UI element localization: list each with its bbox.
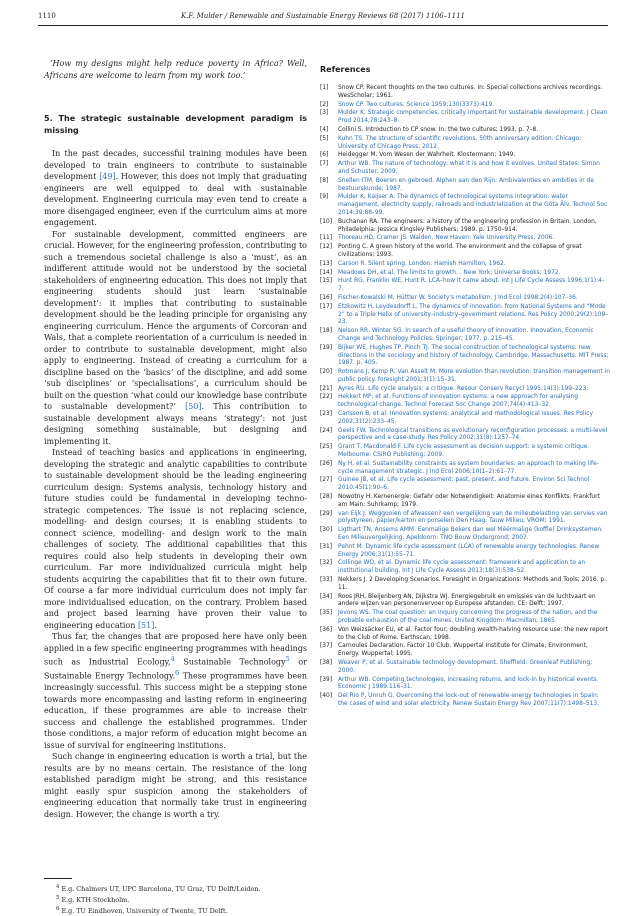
reference-item [320, 594, 610, 610]
text-span: These programmes have been increasingly successful. This success might be a stepping stone towards more encompassing and lasting reform in engineering education, if these programmes are able to increase their success and challenge the established programmes. Under those conditions, a major reform of education might become an issue of survival for engineering institutions. [44, 671, 307, 750]
reference-item[interactable] [320, 369, 610, 385]
journal-citation: K.F. Mulder / Renewable and Sustainable Energy Reviews 68 (2017) 1106–1111 [180, 12, 466, 20]
reference-text[interactable]: Snow CP. Two cultures. Science 1959;130(3373):419. [338, 101, 495, 108]
reference-text: Snow CP. Recent thoughts on the two cultures. In: Special collections archives recordings. WesScholar; 1961. [338, 85, 603, 99]
reference-text[interactable]: Etzkowitz H, Leydesdorff L. The dynamics of innovation: from National Systems and “Mode 2” to a Triple Helix of university–industry–government relations. Res Policy 2000;29(2):109–23. [338, 303, 609, 326]
reference-number: [4] [320, 126, 329, 133]
paragraph-4 [44, 631, 307, 751]
footnote [44, 883, 307, 894]
reference-item[interactable] [320, 278, 610, 294]
reference-item [320, 494, 610, 510]
reference-text: Nowotny H. Kernenergie: Gefahr oder Notwendigkeit: Anatomie eines Konflikts. Frankfurt am Main: Suhrkamp; 1979. [338, 494, 600, 508]
reference-number: [15] [320, 278, 333, 285]
reference-text[interactable]: Ny H, et al. Sustainability constraints as system boundaries: an approach to making life-cycle management strategic. J Ind Ecol 2006;10(1–2):61–77. [338, 460, 599, 475]
reference-item[interactable] [320, 544, 610, 560]
reference-item[interactable] [320, 428, 610, 444]
reference-item[interactable] [320, 461, 610, 477]
reference-text[interactable]: Kuhn TS. The structure of scientific revolutions. 50th anniversary edition. Chicago: University of Chicago Press; 2012. [338, 135, 582, 150]
running-header [38, 10, 608, 24]
reference-text[interactable]: Arthur WB. Competing technologies, increasing returns, and lock-in by historical events. Economic J 1989:116–31. [338, 676, 599, 691]
reference-number: [16] [320, 294, 333, 301]
reference-number: [9] [320, 194, 329, 201]
reference-item[interactable] [320, 345, 610, 368]
reference-item[interactable] [320, 660, 610, 676]
reference-number: [8] [320, 177, 329, 184]
citation-link[interactable]: [49] [99, 172, 116, 181]
reference-number: [6] [320, 152, 329, 159]
reference-item[interactable] [320, 270, 610, 278]
reference-number: [1] [320, 85, 329, 91]
page-number: 1110 [38, 12, 56, 20]
reference-item [320, 127, 610, 135]
reference-text[interactable]: Arthur WB. The nature of technology: what it is and how it evolves. United States: Simon and Schuster; 2009. [338, 161, 600, 175]
reference-text[interactable]: Weaver P, et al. Sustainable technology development. Sheffield: Greenleaf Publishing; 2000. [338, 659, 593, 674]
footnote-marker[interactable]: 6 [175, 669, 180, 678]
reference-item [320, 219, 610, 235]
text-span: . This contribution to sustainable development always means ‘strategy’: not just designing something sustainable, but designing and implementing it. [44, 402, 307, 446]
reference-text[interactable]: Fischer-Kowalski M, Hüttler W. Society's metabolism. J Ind Ecol 1998;2(4):107–36. [338, 294, 578, 301]
reference-text[interactable]: Grant T, Macdonald F. Life cycle assessment as decision support: a systemic critique. Melbourne: CSIRO Publishing; 2009. [338, 444, 590, 459]
reference-item[interactable] [320, 110, 610, 126]
reference-item[interactable] [320, 560, 610, 576]
reference-text[interactable]: Rotmans J, Kemp R, Van Asselt M. More evolution than revolution: transition management in public policy. foresight 2001;3(1):15–31. [338, 369, 610, 383]
reference-item[interactable] [320, 477, 610, 493]
reference-number: [14] [320, 269, 333, 276]
reference-text[interactable]: Ayres RU. Life cycle analysis: a critique. Resour Conserv Recycl 1995;14(3):199–223. [338, 385, 589, 392]
reference-number: [30] [320, 527, 333, 534]
reference-text[interactable]: Ligthart TN, Ansems AMM. Eenmalige Bekers dan wel Méérmalige (koffie) Drinksystemen: Een Milieuvergelijking. Apeldoorn: TNO Bouw Ondergrond; 2007. [338, 527, 603, 542]
footnote-rule [44, 878, 72, 879]
reference-text[interactable]: van Eijk J. Weggooien of afwassen? een vergelijking van de milieubelasting van servies van polystyreen, papier/karton en porselein Den Haag: Tauw Milieu, VROM; 1991. [338, 510, 608, 525]
reference-text[interactable]: Collinge WO, et al. Dynamic life cycle assessment: framework and application to an institutional building. Int J Life Cycle Assess 2013;18(3):538–52. [338, 560, 586, 575]
reference-number: [28] [320, 494, 333, 501]
reference-number: [2] [320, 101, 329, 108]
text-span: . [154, 620, 157, 630]
reference-number: [40] [320, 693, 333, 700]
reference-text: Carnoules Declaration, Factor 10 Club. Wuppertal Institute for Climate, Environment, Energy. Wuppertal; 1995. [338, 643, 588, 658]
reference-number: [38] [320, 659, 333, 666]
paragraph-2 [44, 229, 307, 448]
reference-number: [10] [320, 218, 333, 225]
reference-number: [20] [320, 369, 333, 376]
citation-link[interactable]: [50] [185, 402, 202, 411]
text-span: . However, this does not imply that graduating engineers are well equipped to deal with sustainable development. Engineering curricula may even tend to create a more disengaged engineer, even if the curriculum aims at more engagement. [44, 172, 307, 227]
reference-text[interactable]: Jevons WS. The coal question: an inquiry concerning the progress of the nation, and the probable exhaustion of the coal-mines. United Kingdom: Macmillan; 1865. [338, 610, 598, 624]
reference-item[interactable] [320, 527, 610, 543]
reference-item[interactable] [320, 295, 610, 303]
reference-text[interactable]: Mulder K. Strategic competencies, critically important for sustainable development. J Clean Prod 2014;78:243–8. [338, 110, 608, 125]
reference-number: [11] [320, 235, 333, 242]
reference-item[interactable] [320, 261, 610, 269]
header-rule [38, 25, 608, 26]
reference-text[interactable]: Carlsson B, et al. Innovation systems: analytical and methodological issues. Res Policy 2002;31(2):233–45. [338, 411, 593, 425]
reference-number: [21] [320, 385, 333, 392]
reference-number: [33] [320, 577, 333, 584]
right-column [320, 40, 610, 836]
reference-item [320, 577, 610, 593]
reference-item[interactable] [320, 304, 610, 327]
reference-number: [17] [320, 303, 333, 310]
reference-item[interactable] [320, 610, 610, 626]
references-heading: References [320, 65, 371, 74]
reference-text: Buchanan RA. The engineers: a history of the engineering profession in Britain. London, Philadelphia: Jessica Kingsley Publishers; 1989. p. 1750–914. [338, 218, 597, 233]
reference-item [320, 643, 610, 659]
reference-text: Collini S. Introduction to CP snow. In: the two cultures; 1993. p. 7–8. [338, 126, 539, 133]
reference-item[interactable] [320, 444, 610, 460]
reference-number: [34] [320, 593, 333, 600]
reference-number: [5] [320, 135, 329, 142]
reference-item [320, 244, 610, 260]
reference-text[interactable]: Meadows DH, et al. The limits to growth. . New York: Universe Books; 1972. [338, 269, 561, 276]
footnotes [44, 883, 307, 916]
reference-item[interactable] [320, 693, 610, 709]
reference-item[interactable] [320, 411, 610, 427]
left-column [44, 40, 307, 916]
reference-item[interactable] [320, 386, 610, 394]
reference-text: Heidegger M. Vom Wesen der Wahrheit. Klostermann; 1949. [338, 152, 516, 159]
reference-item[interactable] [320, 677, 610, 693]
footnote-marker[interactable]: 5 [285, 655, 290, 663]
reference-text[interactable]: Mulder K, Kaijser A. The dynamics of technological systems integration: water management, electricity supply, railroads and industrialization at the Göta Älv. Technol Soc 2014;39:88–99. [338, 194, 608, 216]
reference-item[interactable] [320, 511, 610, 527]
reference-number: [36] [320, 626, 333, 633]
reference-number: [39] [320, 676, 333, 683]
reference-item [320, 627, 610, 643]
paragraph-1 [44, 148, 307, 229]
footnote-number: 6 [56, 906, 60, 913]
footnote-text: E.g. Chalmers UT, UPC Barcelona, TU Graz, TU Delft/Leiden. [61, 885, 261, 894]
footnote-number: 5 [56, 895, 60, 902]
reference-number: [24] [320, 427, 333, 434]
reference-number: [3] [320, 110, 329, 117]
reference-item [320, 85, 610, 101]
reference-number: [25] [320, 444, 333, 451]
reference-number: [7] [320, 161, 329, 168]
section-heading: 5. The strategic sustainable development paradigm is missing [44, 114, 307, 135]
citation-link[interactable]: [51] [137, 620, 155, 630]
reference-text[interactable]: Thoreau HD, Cramer JS. Walden. New Haven: Yale University Press; 2006. [338, 235, 555, 242]
reference-text[interactable]: Geels FW. Technological transitions as evolutionary reconfiguration processes: a multi-level perspective and a case-study. Res Policy 2002;31(8):1257–74. [338, 427, 608, 442]
reference-number: [27] [320, 477, 333, 484]
paragraph-3 [44, 447, 307, 631]
footnote-number: 4 [56, 884, 60, 891]
reference-text[interactable]: Nelson RR, Winter SG. In search of a useful theory of innovation. Innovation, Economic Change and Technology Policies. Springer; 1977. p. 215–45. [338, 328, 594, 342]
reference-item[interactable] [320, 161, 610, 177]
reference-text: Ponting C. A green history of the world. The environment and the collapse of great civilizations; 1993. [338, 244, 582, 258]
reference-text: Von Weizsäcker EU, et al. Factor four; doubling wealth-halving resource use: the new report to the Club of Rome. Earthscan; 1998. [338, 626, 608, 641]
reference-item[interactable] [320, 178, 610, 194]
quote: ‘How my designs might help reduce poverty in Africa? Well, Africans are welcome to learn from my work too.’ [44, 59, 307, 80]
reference-number: [18] [320, 328, 333, 335]
footnote [44, 894, 307, 905]
reference-number: [35] [320, 610, 333, 617]
text-span: Thus far, the changes that are proposed here have only been applied in a few specific engineering programmes with headings such as Industrial Ecology, [44, 632, 307, 667]
text-span: In the past decades, successful training modules have been developed to train engineers to contribute to sustainable development [44, 149, 307, 181]
reference-number: [26] [320, 460, 333, 467]
reference-item[interactable] [320, 194, 610, 217]
reference-text[interactable]: Guinee JB, et al. Life cycle assessment: past, present, and future. Environ Sci Technol 2010;45(1):90–6. [338, 477, 590, 492]
reference-item[interactable] [320, 235, 610, 243]
reference-item[interactable] [320, 328, 610, 344]
reference-text[interactable]: Bijker WE, Hughes TP, Pinch TJ. The social construction of technological systems: new directions in the sociology and history of technology. Cambridge, Massachusetts: MIT Press; 1987. p. 405. [338, 344, 609, 367]
reference-item[interactable] [320, 136, 610, 152]
footnote-marker[interactable]: 4 [170, 655, 175, 663]
reference-text[interactable]: Hekkert MP, et al. Functions of innovation systems: a new approach for analysing technological change. Technol Forecast Soc Change 2007;74(4):413–32. [338, 394, 578, 409]
reference-text[interactable]: Hunt RG, Franklin WE, Hunt R. LCA–how it came about. Int J Life Cycle Assess 1996;1(1):4–7. [338, 278, 605, 293]
footnote [44, 905, 307, 916]
reference-text[interactable]: Snellen ITM. Boeren en gebroed. Alphen aan den Rijn: Ambivalenties en ambities in de bestuurskunde; 1987. [338, 177, 594, 192]
text-span: Sustainable Technology [174, 657, 286, 667]
paragraph-5: Such change in engineering education is worth a trial, but the results are by no means certain. The resistance of the long established paradigm might be strong, and this resistance might easily spur suspicion among the stakeholders of engineering education that normally take trust in engineering design. However, the change is worth a try. [44, 752, 307, 819]
reference-list [320, 85, 610, 709]
reference-number: [29] [320, 510, 333, 517]
reference-text: Nekkers J. 2 Developing Scenarios. Foresight in Organizations: Methods and Tools; 2016. p. 11. [338, 577, 606, 591]
reference-text[interactable]: Pehnt M. Dynamic life cycle assessment (LCA) of renewable energy technologies. Renew Energy 2006;31(1):55–71. [338, 543, 600, 558]
text-span: or Sustainable Energy Technology. [44, 657, 307, 681]
reference-text[interactable]: Carson R. Silent spring. London: Hamish Hamilton; 1962. [338, 260, 506, 267]
reference-number: [37] [320, 643, 333, 650]
text-span: For sustainable development, committed engineers are crucial. However, for the engineering profession, contributing to such a tremendous societal challenge is also a ‘must’, as an indifferent attitude would not be understood by the societal stakeholders of engineering education. This does not imply that engineering students should just learn ‘sustainable development’: it implies that contributing to sustainable development should be the leading principle for organising any engineering curriculum. Hence the arguments of Corcoran and Wals, that a complete reorientation of a curriculum is needed in order to contribute to sustainable development, might also apply to engineering. Instead of creating a curriculum for a discipline based on the ‘basics’ of the discipline, and add some ‘sub disciplines’ or ‘specialisations’, a curriculum should be built on the question ‘what could our knowledge base contribute to sustainable development?’ [44, 229, 307, 411]
reference-text[interactable]: Del Río P, Unruh G. Overcoming the lock-out of renewable energy technologies in Spain: the cases of wind and solar electricity. Renew Sustain Energy Rev 2007;11(7):1498–513. [338, 693, 599, 707]
text-span: Instead of teaching basics and applications in engineering, developing the strategic and analytic capabilities to contribute to sustainable development should be the leading engineering curriculum design: Systems analysis, technology history and future studies could be fundamental in developing techno-strategic competences. The issue is not replacing science, modelling- and design courses; it is enabling students to connect science, modelling- and design work to the main challenges of society. The additional capabilities that this requires could also help students in developing their own curriculum. Far more individualized curricula might help students acquiring the capabilities that fit to their own future. Of course a far more individual curriculum does not imply far more individualised education, on the contrary. Problem based and project based learning have proven their value to engineering education [44, 448, 307, 630]
reference-number: [23] [320, 411, 333, 418]
reference-number: [13] [320, 260, 333, 267]
footnote-text: E.g. TU Eindhoven, University of Twente, TU Delft. [61, 907, 228, 916]
reference-number: [31] [320, 543, 333, 550]
reference-item [320, 152, 610, 160]
reference-item[interactable] [320, 102, 610, 110]
reference-item[interactable] [320, 394, 610, 410]
footnote-text: E.g. KTH Stockholm. [61, 896, 130, 905]
reference-text: Roos JRH, Bleijenberg AN, Dijkstra WJ. Energiegebruik en emissies van de luchtvaart en andere wijzen van personenvervoer op Europese afstanden. CE: Delft; 1997. [338, 593, 596, 608]
reference-number: [22] [320, 394, 333, 401]
reference-number: [19] [320, 344, 333, 351]
reference-number: [12] [320, 244, 333, 251]
reference-number: [32] [320, 560, 333, 567]
